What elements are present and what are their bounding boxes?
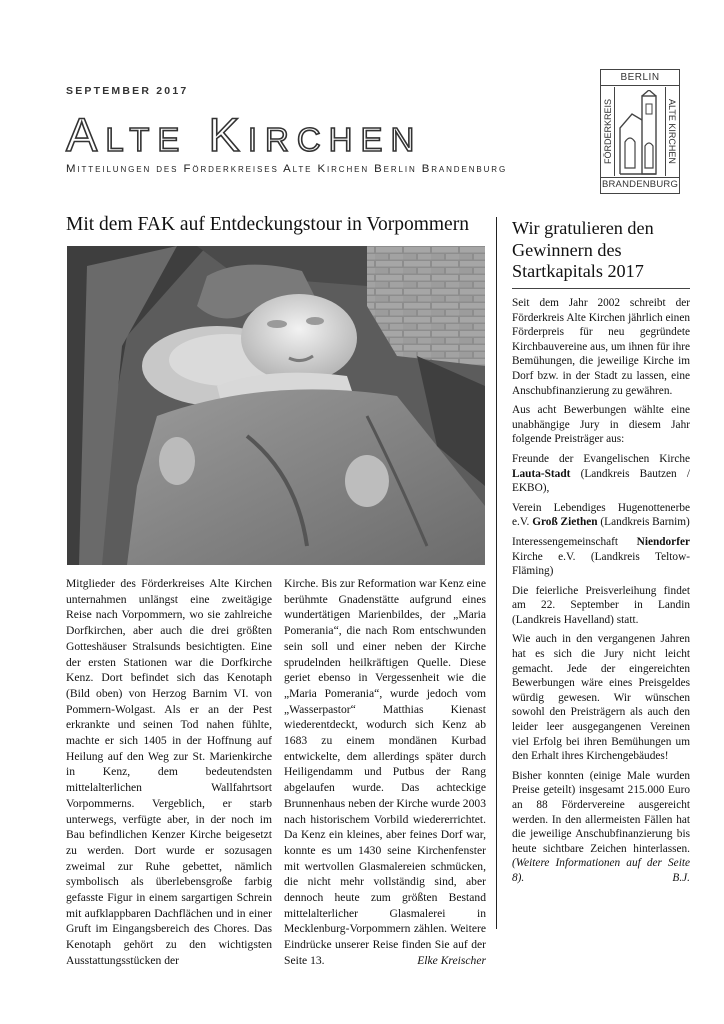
sidebar-paragraph: Bisher konnten (einige Male wurden Preise geteilt) insgesamt 215.000 Euro an 88 Fördervereine ausgereicht werden. In den allermeisten Fällen hat die jeweilige Anschubfinanzierung bis heute sichtbare Zeichen hinterlassen. (Weitere Informationen auf der Seite 8). B.J. <box>512 769 690 884</box>
article-author: Elke Kreischer <box>417 953 486 967</box>
winner-entry: Interessengemeinschaft Niendorfer Kirche e.V. (Landkreis Teltow-Fläming) <box>512 535 690 578</box>
logo-text-left: FÖRDERKREIS <box>602 87 615 176</box>
logo-text-bottom: BRANDENBURG <box>601 179 679 190</box>
sidebar-signature: B.J. <box>672 871 690 884</box>
logo-text-right: ALTE KIRCHEN <box>665 87 678 176</box>
winner-name: Niendorfer <box>636 535 690 548</box>
winner-name: Groß Ziethen <box>532 516 598 529</box>
fak-logo <box>600 69 680 194</box>
sidebar-body <box>512 296 690 886</box>
masthead-title-text: Alte Kirchen <box>66 108 423 161</box>
logo-text-top: BERLIN <box>601 71 679 86</box>
winner-entry: Verein Lebendiges Hugenottenerbe e.V. Groß Ziethen (Landkreis Barnim) <box>512 501 690 529</box>
masthead-title <box>64 103 584 161</box>
article-column-1: Mitglieder des Förderkreises Alte Kirchen unternahmen unlängst eine zweitägige Reise nach Vorpommern, wo sie zahlreiche Dorfkirchen, aber auch die drei größten Gotteshäuser Stralsunds besichtigten. Eine der ersten Stationen war die Dorfkirche Kenz. Dort befindet sich das Kenotaph (Bild oben) von Herzog Barnim VI. von Pommern-Wolgast. Als er an der Pest erkrankte und seinen Tod nahen fühlte, machte er sich 1405 in der Hoffnung auf Heilung auf den Weg zur St. Marienkirche in Kenz, dem bedeutendsten mittelalterlichen Wallfahrtsort Vorpommerns. Vergeblich, er starb unterwegs, verfügte aber, in der noch im Bau befindlichen Kenzer Kirche beigesetzt zu werden. Dort wurde er sozusagen zweimal zur Ruhe gebettet, nämlich symbolisch als überlebensgroße farbig gefasste Figur in einem sargartigen Schrein mit aufklappbaren Dachflächen und in einer Gruft im Eingangsbereich des Chores. Das Kenotaph gehört zu den wichtigsten Ausstattungsstücken der <box>66 577 272 967</box>
sidebar-paragraph: Seit dem Jahr 2002 schreibt der Förderkreis Alte Kirchen jährlich einen Förderpreis für neu gegründete Kirchbauvereine aus, um ihnen für ihre Bemühungen, die jeweilige Kirche im Dorf bzw. in der Stadt zu lassen, eine Anschubfinanzierung zu gewähren. <box>512 297 690 397</box>
column-divider <box>496 217 497 929</box>
article-column-2 <box>284 576 486 969</box>
masthead-subtitle: Mitteilungen des Förderkreises Alte Kirchen Berlin Brandenburg <box>66 163 508 175</box>
kenotaph-effigy-image <box>67 246 485 565</box>
sidebar-rule <box>512 288 690 289</box>
kenotaph-photo <box>67 246 485 565</box>
article-column-2-text: Kirche. Bis zur Reformation war Kenz eine berühmte Gnadenstätte aufgrund eines wundertätigen Marienbildes, der „Maria Pomerania“, die nach Rom entschwunden sein soll und einer neben der Kirche sprudelnden heilkräftigen Quelle. Diese geriet ebenso in Vergessenheit wie die „Maria Pomerania“, wurde jedoch vom „Wasserpastor“ Matthias Kienast wiederentdeckt, wodurch sich Kenz ab 1683 zu einem mondänen Kurbad entwickelte, dem allerdings später durch Heiligendamm und Putbus der Rang abgelaufen wurde. Das achteckige Brunnenhaus neben der Kirche wurde 2003 nach historischem Vorbild wiedererrichtet. Da Kenz ein kleines, aber feines Dorf war, konnte es um 1430 seine Kirchenfenster mit wertvollen Glasmalereien schmücken, die nicht mehr vollständig sind, aber dennoch heute zum größten Bestand mittelalterlicher Glasmalerei in Mecklenburg-Vorpommern zählen. Weitere Eindrücke unserer Reise finden Sie auf der Seite 13. <box>284 577 486 967</box>
sidebar-headline: Wir gratulieren den Gewinnern des Startkapitals 2017 <box>512 218 654 282</box>
article-headline: Mit dem FAK auf Entdeckungstour in Vorpommern <box>66 214 469 235</box>
issue-date: SEPTEMBER 2017 <box>66 85 189 97</box>
sidebar-paragraph: Aus acht Bewerbungen wählte eine unabhängige Jury in diesem Jahr folgende Preisträger aus: <box>512 404 690 446</box>
sidebar-paragraph: Wie auch in den vergangenen Jahren hat es sich die Jury nicht leicht gemacht. Jede der eingereichten Bewerbungen wäre eines Preisgeldes würdig gewesen. Wir wünschen sowohl den Preisträgern als auch den leider leer ausgegangenen Vereinen viel Erfolg bei ihren Bemühungen um den Erhalt ihres Kirchengebäudes! <box>512 633 690 763</box>
sidebar-paragraph: Die feierliche Preisverleihung findet am 22. September in Landin (Landkreis Havelland) statt. <box>512 584 690 626</box>
winner-entry: Freunde der Evangelischen Kirche Lauta-Stadt (Landkreis Bautzen / EKBO), <box>512 452 690 495</box>
winner-name: Lauta-Stadt <box>512 467 571 480</box>
church-icon <box>616 90 666 176</box>
sidebar-footnote: (Weitere Informationen auf der Seite 8). <box>512 857 690 884</box>
